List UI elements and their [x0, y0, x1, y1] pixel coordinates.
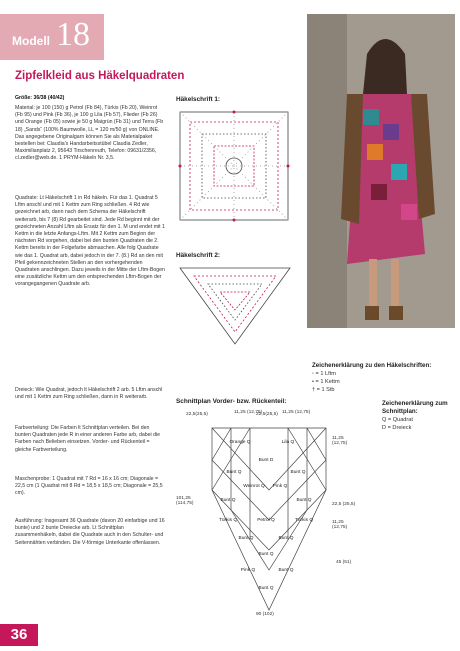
diagram1-title: Häkelschrift 1: [176, 96, 221, 103]
plan-title: Schnittplan Vorder- bzw. Rückenteil: [176, 398, 287, 405]
legend-item-lftm: ◦ = 1 Lftm [312, 371, 336, 377]
plan-cell-bunt-2: Bunt Q [290, 470, 306, 475]
plan-cell-weinrot: Weinrot Q [243, 484, 265, 489]
legend-item-quadrat: Q = Quadrat [382, 417, 413, 423]
legend-crochet-title: Zeichenerklärung zu den Häkelschriften: [312, 362, 432, 369]
plan-cell-petrol: Petrol Q [257, 518, 275, 523]
plan-dim-10: 90 (102) [256, 612, 274, 617]
plan-dim-6: 101,25 (114,75) [176, 496, 194, 506]
cutting-plan [176, 410, 356, 620]
model-photo [307, 14, 455, 328]
modell-number: 18 [56, 16, 90, 53]
plan-cell-bunt-1: Bunt Q [226, 470, 242, 475]
plan-dim-5: 11,25 (12,75) [332, 436, 348, 446]
plan-dim-4: 11,25 (12,75) [282, 410, 311, 415]
size-text: Größe: 36/38 (40/42) [15, 95, 65, 101]
crochet-triangle-chart [176, 262, 294, 348]
plan-cell-bunt-5: Bunt Q [238, 536, 254, 541]
page-number: 36 [0, 624, 38, 646]
legend-plan-title: Zeichenerklärung zum Schnittplan: [382, 400, 448, 415]
plan-dim-2: 11,25 (12,75) [234, 410, 263, 415]
maschenprobe-text: Maschenprobe: 1 Quadrat mit 7 Rd = 16 x 16 cm; Diagonale = 22,5 cm (1 Quadrat mit 8 Rd = 18,5 x 18,5 cm; Diagonale = 25,5 cm). [15, 476, 163, 497]
plan-dim-3: 22,5(25,5) [256, 412, 278, 417]
quadrate-text: Quadrate: Lt Häkelschrift 1 in Rd häkeln. Für das 1. Quadrat 5 Lftm anschl und mit 1 Kettm zum Ring schließen. 4 Rd wie gezeichnet arb, dann nach dem Schema der Häkelschrift weiterarb, bis 7 (8) Rd gearbeitet sind. Jede Rd beginnt mit der gezeichneten Anzahl Lftm als Ersatz für den 1. M und endet mit 1 Kettm in die letzte Anfangs-Lftm. Mit 2 Kettm zum Beginn der nächsten Rd vorgehen, dabei bei den bunten Quadraten die 2. Kettm bereits in der Folgefarbe abmaschen. Alle folg Quadrate wie das 1. Quadrat arb, dabei jedoch in der 7. (8.) Rd an den mit Pfeil gekennzeichneten Stellen an den vorhergehenden Quadraten anschlingen. Dazu jeweils in der Mitte der Lftm-Bogen eine zusätzliche Kettm um den entsprechenden Lftm-Bogen der vorangegangenen Quadrate arb. [15, 195, 165, 288]
diagram2-title: Häkelschrift 2: [176, 252, 221, 259]
plan-cell-bunt-8: Bunt Q [278, 568, 294, 573]
plan-cell-bunt-6: Bunt Q [278, 536, 294, 541]
modell-label: Modell [12, 34, 50, 48]
legend-item-stb: † = 1 Stb [312, 387, 335, 393]
farbverteilung-text: Farbverteilung: Die Farben lt Schnittplan verteilen. Bei den bunten Quadraten jede R in einer anderen Farbe arb, dabei die Farben nach Belieben einsetzen. Vorder- und Rückenteil = gleiche Farbverteilung. [15, 425, 161, 453]
plan-dim-1: 22,5(25,5) [186, 412, 208, 417]
legend-item-dreieck: D = Dreieck [382, 425, 412, 431]
dreieck-text: Dreieck: Wie Quadrat, jedoch lt Häkelschrift 2 arb. 5 Lftm anschl und mit 1 Kettm zum Ring schließen, dann in R weiterarb. [15, 387, 163, 401]
plan-cell-bunt-d: Bunt D [258, 458, 274, 463]
plan-cell-pink-1: Pink Q [272, 484, 288, 489]
plan-dim-9: 45 (51) [336, 560, 352, 565]
plan-cell-bunt-4: Bunt Q [296, 498, 312, 503]
page-title: Zipfelkleid aus Häkelquadraten [15, 70, 185, 82]
material-text: Material: je 100 (150) g Petrol (Fb 84), Türkis (Fb 20), Weinrot (Fb 95) und Pink (Fb 36), je 100 g Lila (Fb 57), Flieder (Fb 26) und Orange (Fb 05) sowie je 50 g Maigrün (Fb 31) und Terra (Fb 18) „Sands“ (100% Baumwolle, LL = 120 m/50 g) von ONLINE. Das angegebene Originalgarn können Sie als Materialpaket bestellen bei: Claudia's Handarbeitsstübel Claudia Zedler, Maximilianplatz 2, 95643 Tirschenreuth, Telefon: 09631/2356, cl.zedler@web.de. 1 PRYM-Häkeln Nr. 3,5. [15, 105, 164, 162]
legend-item-kettm: • = 1 Kettm [312, 379, 340, 385]
crochet-square-chart [176, 108, 292, 224]
plan-cell-tuerkis-2: Türkis Q [294, 518, 314, 523]
plan-cell-orange: Orange Q [229, 440, 251, 445]
legend-plan [382, 400, 458, 432]
plan-cell-pink-2: Pink Q [240, 568, 256, 573]
ausfuehrung-text: Ausführung: Insgesamt 36 Quadrate (davon 20 einfarbige und 16 bunte) und 2 bunte Dreiecke arb. Lt Schnittplan zusammenhäkeln, dabei die Quadrate auch in den Schulter- und Seitennähten verbinden. Die V-förmige Unterkante offenlassen. [15, 518, 165, 546]
plan-dim-7: 22,5 (25,5) [332, 502, 356, 507]
plan-cell-bunt-9: Bunt Q [258, 586, 274, 591]
plan-cell-bunt-7: Bunt Q [258, 552, 274, 557]
legend-crochet [312, 362, 454, 394]
plan-cell-bunt-3: Bunt Q [220, 498, 236, 503]
plan-cell-lila: Lila Q [281, 440, 295, 445]
plan-cell-tuerkis-1: Türkis Q [218, 518, 238, 523]
plan-dim-8: 11,25 (12,75) [332, 520, 348, 530]
